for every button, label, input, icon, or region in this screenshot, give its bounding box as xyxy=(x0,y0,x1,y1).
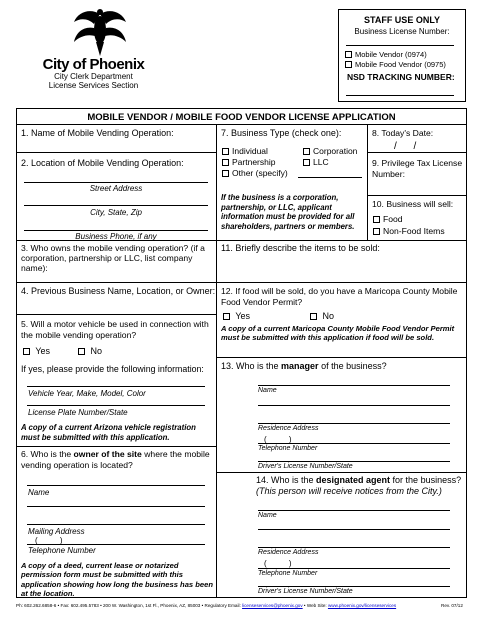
footer-web-link[interactable]: www.phoenix.gov/licenseservices xyxy=(327,603,397,608)
title-divider xyxy=(16,124,467,125)
footer-contact xyxy=(16,603,446,608)
q10-label: 10. Business will sell: xyxy=(372,199,454,209)
q5-plate-label: License Plate Number/State xyxy=(28,408,128,417)
q14-name-line[interactable] xyxy=(258,510,450,511)
q6-phone-paren: ( ) xyxy=(35,536,63,545)
phoenix-bird-logo-icon xyxy=(60,6,140,58)
q12-note: A copy of a current Maricopa County Mobile Food Vendor Permit must be submitted with this application if food will be sold. xyxy=(221,324,455,343)
q1-label: 1. Name of Mobile Vending Operation: xyxy=(21,128,174,138)
checkbox-icon[interactable] xyxy=(345,61,352,68)
q6-phone-line[interactable] xyxy=(27,544,205,545)
checkbox-icon[interactable] xyxy=(303,148,310,155)
checkbox-icon[interactable] xyxy=(78,348,85,355)
mobile-vendor-label: Mobile Vendor (0974) xyxy=(355,50,427,59)
footer-contact-text: Ph: 602.262.6858-6 • Fax: 602.495.5783 • 200 W. Washington, 1st Fl., Phoenix, AZ, 85003 • Regulatory Email: xyxy=(16,603,243,608)
q14-dl-label: Driver's License Number/State xyxy=(258,588,353,595)
q6-name-line[interactable] xyxy=(27,485,205,486)
checkbox-icon[interactable] xyxy=(373,216,380,223)
q6-addr-line-2[interactable] xyxy=(27,524,205,525)
q14-addr-line-1[interactable] xyxy=(258,529,450,530)
row-divider-q3 xyxy=(16,282,467,283)
q10-food-option[interactable] xyxy=(373,214,403,224)
form-title: MOBILE VENDOR / MOBILE FOOD VENDOR LICENSE APPLICATION xyxy=(87,112,396,123)
q13-dl-line[interactable] xyxy=(258,461,450,462)
q13-addr-line-2[interactable] xyxy=(258,423,450,424)
nsd-tracking-line xyxy=(346,95,454,96)
staff-title: STAFF USE ONLY xyxy=(363,15,440,25)
q13-addr-line-1[interactable] xyxy=(258,405,450,406)
q12-no-label: No xyxy=(322,311,335,321)
q12-label: 12. If food will be sold, do you have a Maricopa County Mobile Food Vendor Permit? xyxy=(221,286,458,307)
row-divider-q5 xyxy=(16,446,216,447)
q2-city-line[interactable] xyxy=(24,205,208,206)
checkbox-icon[interactable] xyxy=(223,313,230,320)
checkbox-icon[interactable] xyxy=(222,159,229,166)
q4-label: 4. Previous Business Name, Location, or Owner: xyxy=(21,286,216,296)
q14-phone-paren: ( ) xyxy=(264,559,292,568)
q5-vehicle-line[interactable] xyxy=(27,386,205,387)
q14-sub: (This person will receive notices from the City.) xyxy=(256,486,442,496)
q7-llc-option[interactable] xyxy=(303,157,329,167)
city-logo xyxy=(60,6,140,58)
q6-addr-line-1[interactable] xyxy=(27,506,205,507)
q5-no-option[interactable] xyxy=(78,346,102,356)
checkbox-icon[interactable] xyxy=(310,313,317,320)
q6-bold: owner of the site xyxy=(73,449,142,459)
checkbox-icon[interactable] xyxy=(222,148,229,155)
q7-partnership-option[interactable] xyxy=(222,157,275,167)
q7-corporation-label: Corporation xyxy=(313,146,358,156)
q12-yes-option[interactable] xyxy=(223,311,250,321)
q7-other-line[interactable] xyxy=(298,177,362,178)
q6-mailing-label: Mailing Address xyxy=(28,527,85,536)
q9-label: 9. Privilege Tax License Number: xyxy=(372,158,463,179)
q14-phone-line[interactable] xyxy=(258,568,450,569)
q2-street-label: Street Address xyxy=(89,184,143,193)
col-divider-2 xyxy=(367,124,368,240)
q2-street-line[interactable] xyxy=(24,182,208,183)
q5-yes-option[interactable] xyxy=(23,346,50,356)
q6-label xyxy=(21,449,215,470)
q13-bold: manager xyxy=(281,361,319,371)
q13-phone-line[interactable] xyxy=(258,443,450,444)
dept-name: City Clerk Department xyxy=(54,72,133,81)
q12-no-option[interactable] xyxy=(310,311,334,321)
q8-label: 8. Today's Date: xyxy=(372,128,434,138)
q6-phone-label: Telephone Number xyxy=(28,546,96,555)
q2-phone-line[interactable] xyxy=(24,230,208,231)
q13-label xyxy=(221,361,387,371)
q13-post: of the business? xyxy=(318,361,387,371)
row-divider-q9 xyxy=(367,195,467,196)
q7-individual-label: Individual xyxy=(232,146,268,156)
q13-phone-label: Telephone Number xyxy=(258,445,318,452)
q10-nonfood-option[interactable] xyxy=(373,226,445,236)
q5-if-yes: If yes, please provide the following information: xyxy=(21,364,204,374)
checkbox-icon[interactable] xyxy=(303,159,310,166)
q13-dl-label: Driver's License Number/State xyxy=(258,463,353,470)
col-divider-1 xyxy=(216,124,217,598)
q13-name-line[interactable] xyxy=(258,385,450,386)
checkbox-icon[interactable] xyxy=(373,228,380,235)
q14-residence-label: Residence Address xyxy=(258,549,319,556)
row-divider-q4 xyxy=(16,314,216,315)
footer-web-label: • Web Site: xyxy=(302,603,328,608)
q13-residence-label: Residence Address xyxy=(258,425,319,432)
mobile-vendor-option[interactable] xyxy=(345,50,427,59)
mobile-food-vendor-label: Mobile Food Vendor (0975) xyxy=(355,60,446,69)
business-license-line xyxy=(346,45,454,46)
q5-yes-label: Yes xyxy=(35,346,51,356)
q6-pre: 6. Who is the xyxy=(21,449,74,459)
q14-post: for the business? xyxy=(390,475,462,485)
q7-other-option[interactable] xyxy=(222,168,288,178)
footer-email-link[interactable]: licenseservices@phoenix.gov xyxy=(242,603,303,608)
row-divider-q12 xyxy=(216,357,467,358)
footer-rev: Rev. 07/12 xyxy=(441,603,463,608)
q14-label xyxy=(256,475,461,485)
q7-corporation-option[interactable] xyxy=(303,146,357,156)
q3-label: 3. Who owns the mobile vending operation? (if a corporation, partnership or LLC, list company name): xyxy=(21,243,205,273)
q7-llc-label: LLC xyxy=(313,157,329,167)
checkbox-icon[interactable] xyxy=(23,348,30,355)
q14-bold: designated agent xyxy=(316,475,391,485)
section-name: License Services Section xyxy=(48,81,139,90)
q2-city-label: City, State, Zip xyxy=(90,208,142,217)
q13-name-label: Name xyxy=(258,387,277,394)
checkbox-icon[interactable] xyxy=(345,51,352,58)
q5-no-label: No xyxy=(90,346,103,356)
q13-phone-paren: ( ) xyxy=(264,435,292,444)
q5-label: 5. Will a motor vehicle be used in connection with the mobile vending operation? xyxy=(21,319,209,340)
q7-partnership-label: Partnership xyxy=(232,157,276,167)
q6-note: A copy of a deed, current lease or notarized permission form must be submitted with this application showing how long the business has been at the location. xyxy=(21,561,213,599)
q5-note: A copy of a current Arizona vehicle registration must be submitted with this application. xyxy=(21,423,196,442)
q6-post: where the mobile vending operation is located? xyxy=(21,449,210,470)
q5-plate-line[interactable] xyxy=(27,405,205,406)
q7-label: 7. Business Type (check one): xyxy=(221,128,342,138)
q11-label: 11. Briefly describe the items to be sold: xyxy=(221,243,380,253)
q8-date-slashes[interactable]: / / xyxy=(394,141,417,152)
q14-phone-label: Telephone Number xyxy=(258,570,318,577)
q7-note: If the business is a corporation, partnership, or LLC, applicant information must be provided for all shareholders, partners or members. xyxy=(221,193,355,231)
q6-name-label: Name xyxy=(28,488,50,497)
q14-dl-line[interactable] xyxy=(258,586,450,587)
q7-other-label: Other (specify) xyxy=(232,168,288,178)
q13-pre: 13. Who is the xyxy=(221,361,282,371)
q5-vehicle-label: Vehicle Year, Make, Model, Color xyxy=(28,389,146,398)
q14-name-label: Name xyxy=(258,512,277,519)
row-divider-q1 xyxy=(16,152,216,153)
q2-label: 2. Location of Mobile Vending Operation: xyxy=(21,158,184,168)
q10-nonfood-label: Non-Food Items xyxy=(383,226,445,236)
business-license-label: Business License Number: xyxy=(354,27,450,36)
row-divider-q8 xyxy=(367,152,467,153)
mobile-food-vendor-option[interactable] xyxy=(345,60,446,69)
q12-yes-label: Yes xyxy=(235,311,251,321)
q2-phone-label: Business Phone, if any xyxy=(75,232,157,241)
checkbox-icon[interactable] xyxy=(222,170,229,177)
city-name: City of Phoenix xyxy=(42,56,145,73)
q14-addr-line-2[interactable] xyxy=(258,547,450,548)
q7-individual-option[interactable] xyxy=(222,146,268,156)
q14-pre: 14. Who is the xyxy=(256,475,317,485)
q10-food-label: Food xyxy=(383,214,403,224)
nsd-tracking-label: NSD TRACKING NUMBER: xyxy=(347,72,455,82)
row-divider-q13 xyxy=(216,472,467,473)
